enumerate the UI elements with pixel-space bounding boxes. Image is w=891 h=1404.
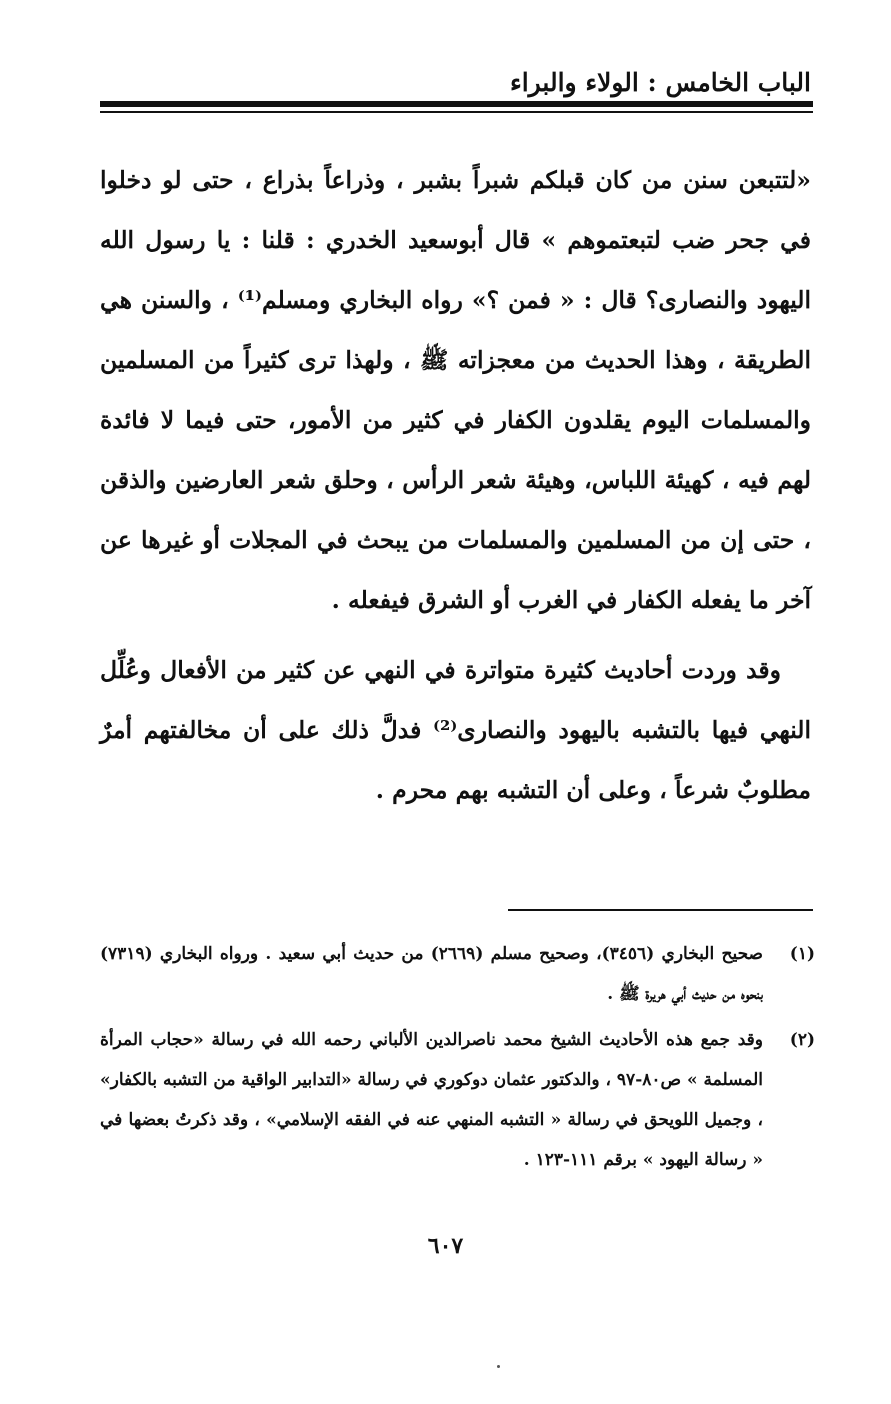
- footnote-number: (٢): [789, 1030, 815, 1050]
- footnote-1: [100, 934, 815, 1014]
- page-number: ٦٠٧: [427, 1233, 464, 1259]
- header-rule-thick: [100, 101, 813, 107]
- paragraph-1: «لتتبعن سنن من كان قبلكم شبراً بشبر ، وذراعاً بذراع ، حتى لو دخلوا في جحر ضب لتبعتموهم » قال أبوسعيد الخدري : قلنا : يا رسول الله اليهود والنصارى؟ قال : « فمن ؟» رواه البخاري ومسلم⁽¹⁾ ، والسنن هي الطريقة ، وهذا الحديث من معجزاته ﷺ ، ولهذا ترى كثيراً من المسلمين والمسلمات اليوم يقلدون الكفار في كثير من الأمور، حتى فيما لا فائدة لهم فيه ، كهيئة اللباس، وهيئة شعر الرأس ، وحلق شعر العارضين والذقن ، حتى إن من المسلمين والمسلمات من يبحث في المجلات أو غيرها عن آخر ما يفعله الكفار في الغرب أو الشرق فيفعله .: [100, 166, 811, 614]
- footnote-number: (١): [789, 944, 815, 964]
- footnotes: [100, 934, 815, 1186]
- chapter-header: الباب الخامس : الولاء والبراء: [509, 68, 811, 97]
- footnote-separator: [508, 909, 813, 911]
- header-rule-thin: [100, 111, 813, 113]
- scan-speck: [497, 1365, 500, 1368]
- footnote-2: [100, 1020, 815, 1180]
- footnote-text: صحيح البخاري (٣٤٥٦)، وصحيح مسلم (٢٦٦٩) من حديث أبي سعيد . ورواه البخاري (٧٣١٩) بنحوه من حديث أبي هريرة ﷺ .: [100, 944, 763, 1004]
- main-text: [100, 150, 811, 820]
- footnote-text: وقد جمع هذه الأحاديث الشيخ محمد ناصرالدين الألباني رحمه الله في رسالة «حجاب المرأة المسلمة » ص٨٠-٩٧ ، والدكتور عثمان دوكوري في رسالة «التدابير الواقية من التشبه بالكفار» ، وجميل اللويحق في رسالة « التشبه المنهي عنه في الفقه الإسلامي» ، وقد ذكرتُ بعضها في « رسالة اليهود » برقم ١١١-١٢٣ .: [100, 1030, 763, 1170]
- paragraph-2: وقد وردت أحاديث كثيرة متواترة في النهي عن كثير من الأفعال وعُلِّل النهي فيها بالتشبه باليهود والنصارى⁽²⁾ فدلَّ ذلك على أن مخالفتهم أمرٌ مطلوبٌ شرعاً ، وعلى أن التشبه بهم محرم .: [100, 656, 811, 804]
